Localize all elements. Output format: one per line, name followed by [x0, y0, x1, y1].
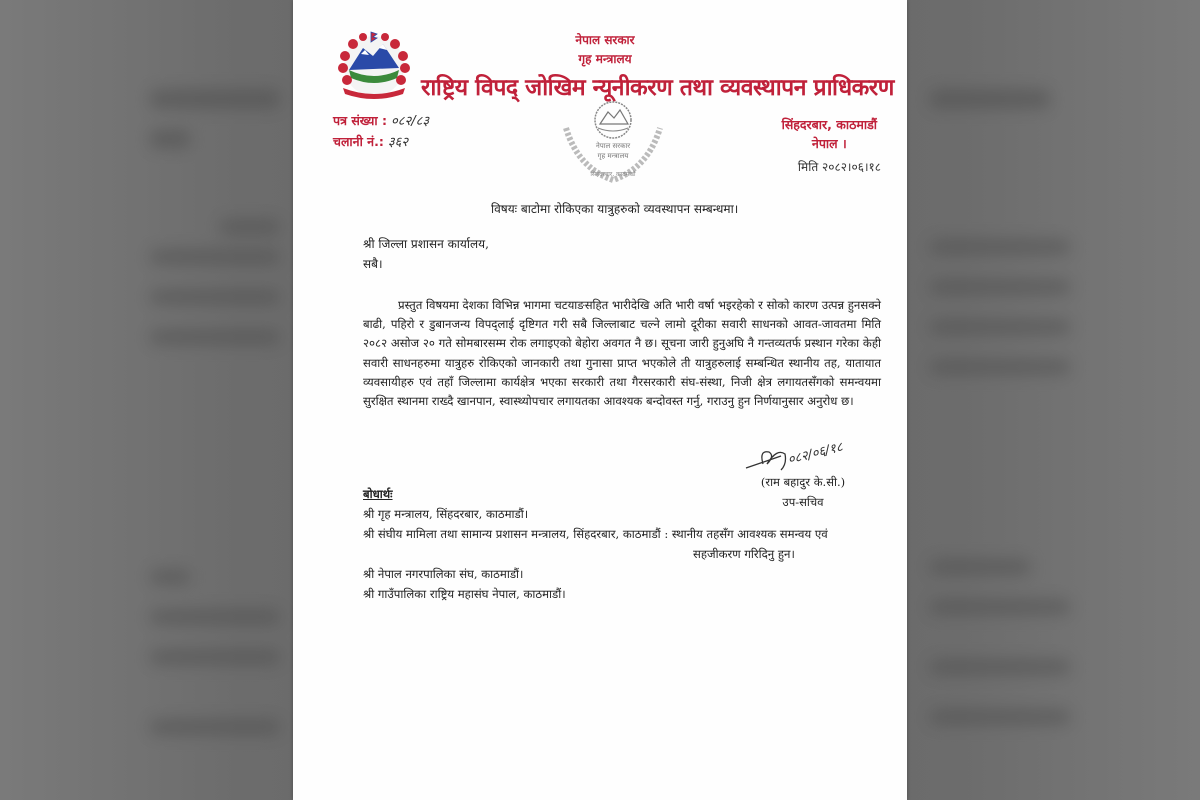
addressee-block — [363, 234, 489, 274]
cc-item: श्री गृह मन्त्रालय, सिंहदरबार, काठमाडौं। — [363, 507, 529, 521]
government-name: नेपाल सरकार — [575, 33, 635, 47]
letter-number-value: ०८२/८३ — [390, 114, 430, 129]
cc-block — [363, 484, 893, 604]
address-line-2: नेपाल । — [811, 136, 847, 151]
svg-text:सिंहदरबार, काठमाडौं: सिंहदरबार, काठमाडौं — [590, 171, 636, 178]
svg-text:गृह मन्त्रालय: गृह मन्त्रालय — [597, 152, 629, 160]
ministry-name: गृह मन्त्रालय — [578, 52, 632, 66]
signer-name: (राम बहादुर के.सी.) — [760, 475, 846, 489]
dispatch-number-label: चलानी नं.: — [333, 134, 384, 149]
cc-item: श्री नेपाल नगरपालिका संघ, काठमाडौं। — [363, 567, 524, 581]
official-stamp-icon — [558, 98, 668, 186]
signer-designation: उप-सचिव — [782, 495, 824, 509]
dispatch-number-value: ३६२ — [387, 135, 409, 150]
cc-item: श्री संघीय मामिला तथा सामान्य प्रशासन मन्त्रालय, सिंहदरबार, काठमाडौं : स्थानीय तहसँग आवश्यक समन्वय एवं — [363, 527, 828, 541]
addressee-line-1: श्री जिल्ला प्रशासन कार्यालय, — [363, 237, 489, 251]
svg-text:०८२/०६/१८: ०८२/०६/१८ — [786, 439, 845, 468]
cc-item-note: सहजीकरण गरिदिनु हुन। — [693, 547, 795, 561]
cc-item: श्री गाउँपालिका राष्ट्रिय महासंघ नेपाल, काठमाडौं। — [363, 587, 566, 601]
letter-body: प्रस्तुत विषयमा देशका विभिन्न भागमा चटयाङसहित भारीदेखि अति भारी वर्षा भइरहेको र सोको कारण उत्पन्न हुनसक्ने बाढी, पहिरो र डुबानजन्य विपद्लाई दृष्टिगत गरी सबै जिल्लाबाट चल्ने लामो दूरीका सवारी साधनको आवत-जावतमा मिति २०८२ असोज २० गते सोमबारसम्म रोक लगाइएको बेहोरा अवगत नै छ। सूचना जारी हुनुअघि नै गन्तव्यतर्फ प्रस्थान गरेका केही सवारी साधनहरुमा यात्रुहरु रोकिएको जानकारी तथा गुनासा प्राप्त भएकोले ती यात्रुहरुलाई सम्बन्धित स्थानीय तह, यातायात व्यवसायीहरु एवं तहाँ जिल्लामा कार्यक्षेत्र भएका सरकारी तथा गैरसरकारी संघ-संस्था, निजी क्षेत्र लगायतसँगको समन्वयमा सुरक्षित स्थानमा राख्दै खानपान, स्वास्थ्योपचार लगायतका आवश्यक बन्दोवस्त गर्नु, गराउनु हुन निर्णयानुसार अनुरोध छ। — [363, 298, 881, 409]
subject-line: विषयः बाटोमा रोकिएका यात्रुहरुको व्यवस्थापन सम्बन्धमा। — [491, 202, 739, 216]
nepal-emblem-icon — [331, 28, 417, 100]
svg-text:नेपाल सरकार: नेपाल सरकार — [595, 142, 631, 150]
address-block — [782, 115, 877, 153]
letter-page — [293, 0, 907, 800]
authority-name: राष्ट्रिय विपद् जोखिम न्यूनीकरण तथा व्यवस्थापन प्राधिकरण — [421, 75, 894, 101]
letter-date: मिति २०८२।०६।१८ — [797, 160, 881, 174]
letter-number — [333, 111, 429, 129]
cc-title: बोधार्थः — [363, 487, 393, 501]
addressee-line-2: सबै। — [363, 257, 383, 271]
dispatch-number — [333, 132, 408, 150]
letter-number-label: पत्र संख्या : — [333, 113, 387, 128]
address-line-1: सिंहदरबार, काठमाडौं — [781, 117, 877, 132]
